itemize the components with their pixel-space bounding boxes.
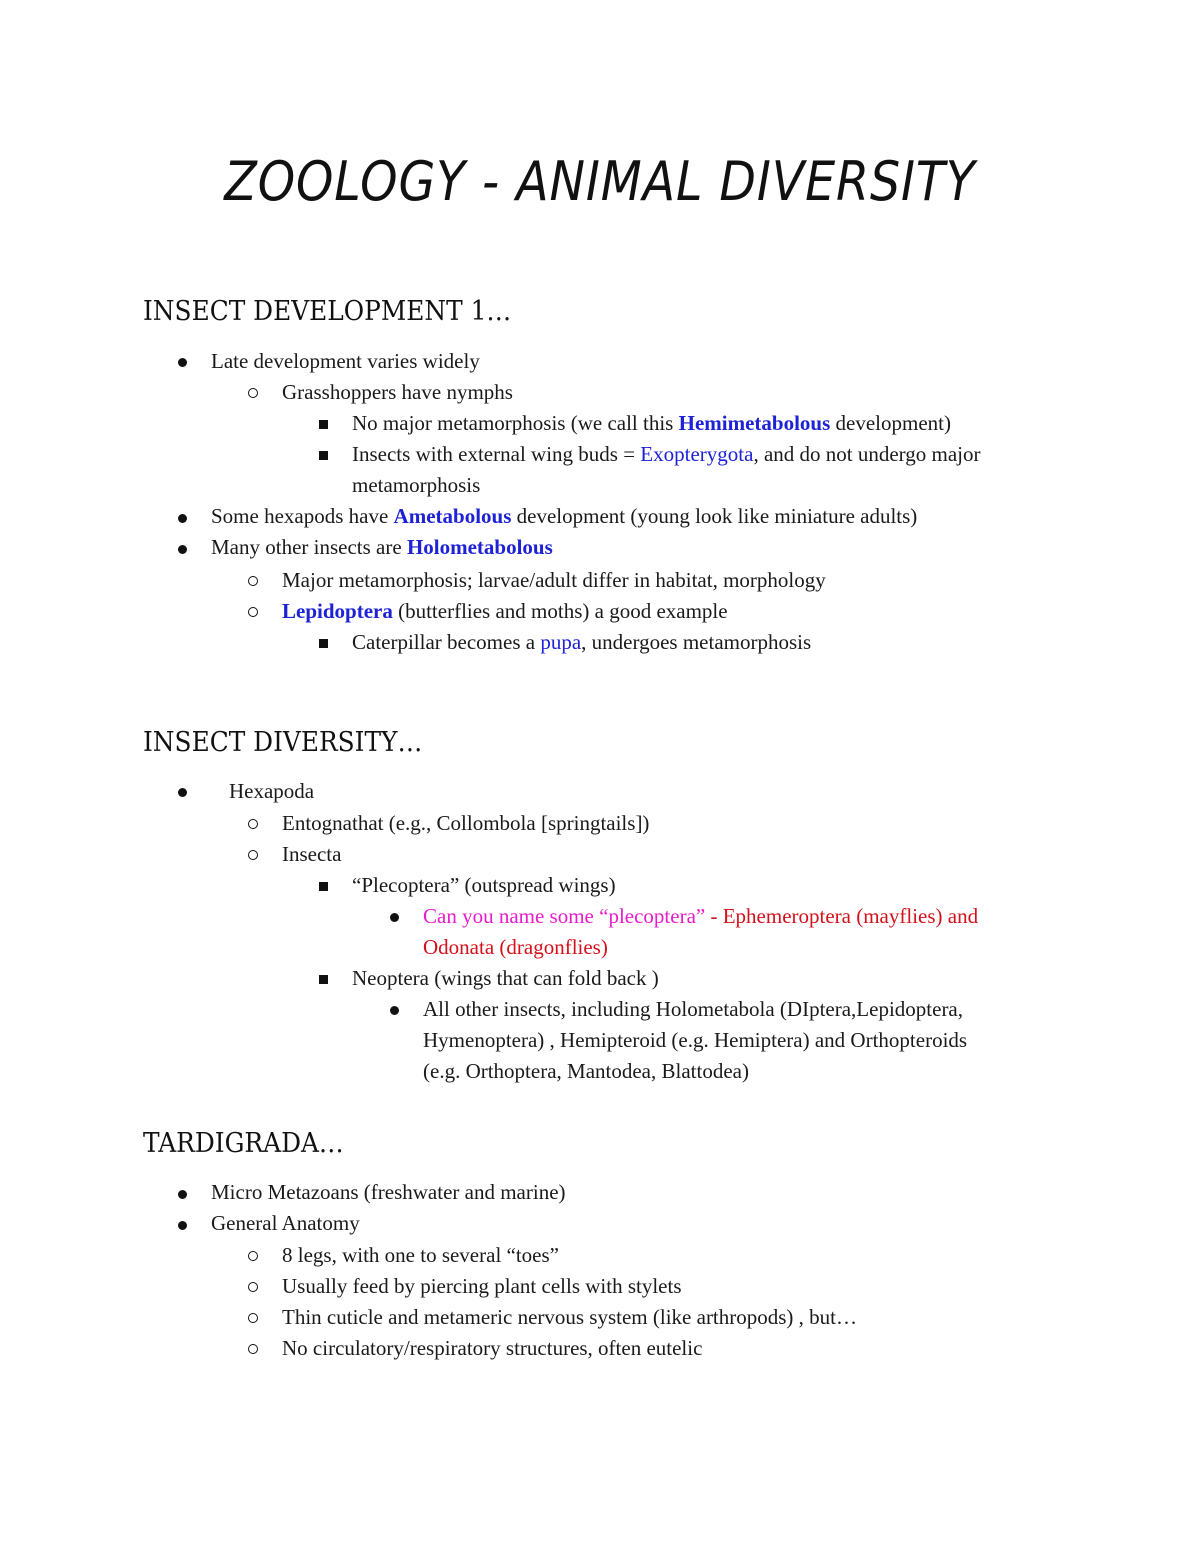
list-item: Neoptera (wings that can fold back ) xyxy=(352,966,659,990)
bullet-disc-icon xyxy=(178,1221,187,1230)
list-item: No circulatory/respiratory structures, often eutelic xyxy=(282,1336,703,1360)
bullet-circle-icon xyxy=(248,1282,258,1292)
list-item: Caterpillar becomes a pupa, undergoes metamorphosis xyxy=(352,630,812,654)
list-item: 8 legs, with one to several “toes” xyxy=(282,1243,559,1267)
section-heading-tardigrada: TARDIGRADA… xyxy=(143,1128,344,1159)
question-text: Can you name some “plecoptera” xyxy=(423,904,706,928)
bullet-square-icon xyxy=(319,882,328,891)
list-item: Usually feed by piercing plant cells with stylets xyxy=(282,1274,682,1298)
bullet-disc-icon xyxy=(390,1006,399,1015)
list-item: Entognathat (e.g., Collombola [springtails]) xyxy=(282,811,650,835)
list-item: Some hexapods have Ametabolous development (young look like miniature adults) xyxy=(211,504,918,528)
bullet-circle-icon xyxy=(248,1313,258,1323)
bullet-square-icon xyxy=(319,451,328,460)
list-item-continuation: Hymenoptera) , Hemipteroid (e.g. Hemiptera) and Orthopteroids xyxy=(423,1028,968,1052)
term-hemimetabolous: Hemimetabolous xyxy=(678,411,831,435)
bullet-disc-icon xyxy=(178,788,187,797)
bullet-circle-icon xyxy=(248,1344,258,1354)
list-item: Many other insects are Holometabolous xyxy=(211,535,553,559)
bullet-circle-icon xyxy=(248,607,258,617)
list-item: Late development varies widely xyxy=(211,349,480,373)
bullet-disc-icon xyxy=(178,514,187,523)
list-item: Hexapoda xyxy=(229,779,315,803)
term-exopterygota: Exopterygota xyxy=(640,442,754,466)
section-heading-insect-development: INSECT DEVELOPMENT 1… xyxy=(143,296,512,327)
list-item: General Anatomy xyxy=(211,1211,360,1235)
list-item: Major metamorphosis; larvae/adult differ in habitat, morphology xyxy=(282,568,826,592)
bullet-circle-icon xyxy=(248,388,258,398)
bullet-circle-icon xyxy=(248,819,258,829)
list-item: Lepidoptera (butterflies and moths) a good example xyxy=(282,599,728,623)
bullet-square-icon xyxy=(319,639,328,648)
list-item-continuation: metamorphosis xyxy=(352,473,481,497)
list-item: Insects with external wing buds = Exopterygota, and do not undergo major xyxy=(352,442,981,466)
bullet-disc-icon xyxy=(178,1190,187,1199)
list-item: Micro Metazoans (freshwater and marine) xyxy=(211,1180,566,1204)
bullet-circle-icon xyxy=(248,576,258,586)
list-item: Insecta xyxy=(282,842,342,866)
term-pupa: pupa xyxy=(540,630,582,654)
bullet-disc-icon xyxy=(178,545,187,554)
list-item: Thin cuticle and metameric nervous system (like arthropods) , but… xyxy=(282,1305,858,1329)
answer-text: - Ephemeroptera (mayflies) and xyxy=(705,904,979,928)
answer-continuation: Odonata (dragonflies) xyxy=(423,935,608,959)
bullet-square-icon xyxy=(319,420,328,429)
bullet-circle-icon xyxy=(248,850,258,860)
bullet-disc-icon xyxy=(178,358,187,367)
section-heading-insect-diversity: INSECT DIVERSITY… xyxy=(143,727,423,758)
term-lepidoptera: Lepidoptera xyxy=(282,599,393,623)
list-item xyxy=(423,904,978,928)
list-item: “Plecoptera” (outspread wings) xyxy=(352,873,616,897)
list-item: Grasshoppers have nymphs xyxy=(282,380,513,404)
list-item: All other insects, including Holometabola (DIptera,Lepidoptera, xyxy=(423,997,964,1021)
bullet-disc-icon xyxy=(390,913,399,922)
bullet-square-icon xyxy=(319,975,328,984)
term-ametabolous: Ametabolous xyxy=(393,504,512,528)
list-item-continuation: (e.g. Orthoptera, Mantodea, Blattodea) xyxy=(423,1059,749,1083)
document-title: ZOOLOGY - ANIMAL DIVERSITY xyxy=(224,150,976,213)
term-holometabolous: Holometabolous xyxy=(406,535,553,559)
bullet-circle-icon xyxy=(248,1251,258,1261)
list-item: No major metamorphosis (we call this Hemimetabolous development) xyxy=(352,411,951,435)
